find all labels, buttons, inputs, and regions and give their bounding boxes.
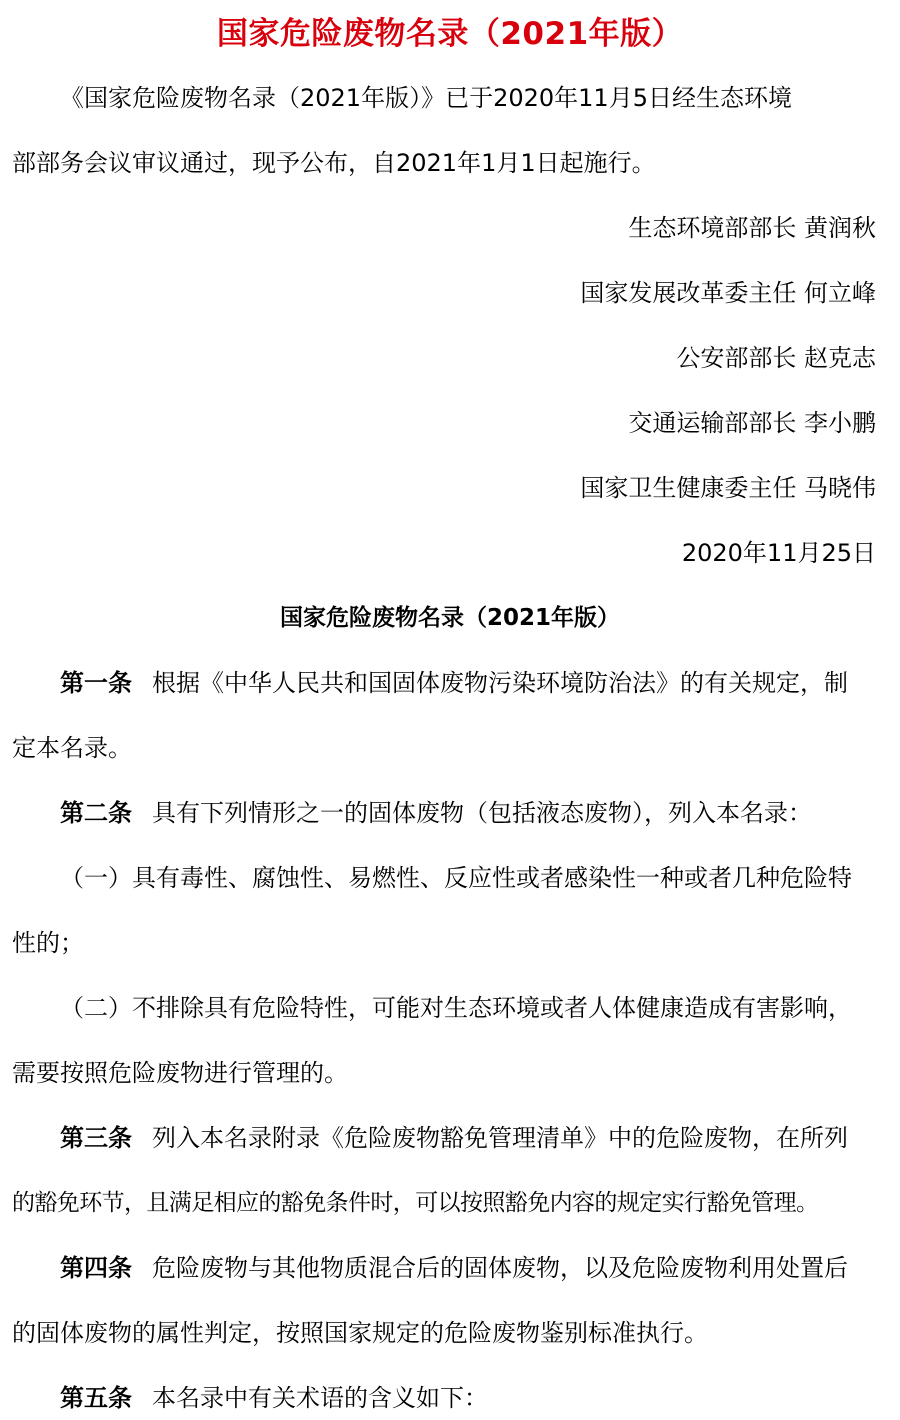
section-subtitle: 国家危险废物名录（2021年版）: [279, 605, 620, 631]
item-1-line-2: 性的；: [12, 929, 84, 957]
article-1-line-1: [60, 663, 876, 703]
article-4-label: 第四条: [60, 1254, 132, 1282]
preamble-line-1: 《国家危险废物名录（2021年版）》已于2020年11月5日经生态环境: [60, 84, 792, 112]
article-3-label: 第三条: [60, 1124, 132, 1152]
issue-date: 2020年11月25日: [681, 539, 876, 567]
article-4-text: 危险废物与其他物质混合后的固体废物，以及危险废物利用处置后: [152, 1254, 848, 1282]
item-2-line-2: 需要按照危险废物进行管理的。: [12, 1059, 348, 1087]
article-4-line-2: 的固体废物的属性判定，按照国家规定的危险废物鉴别标准执行。: [12, 1319, 708, 1347]
signatory-1: 生态环境部部长 黄润秋: [628, 214, 876, 242]
signatory-2: 国家发展改革委主任 何立峰: [580, 279, 876, 307]
article-1-text: 根据《中华人民共和国固体废物污染环境防治法》的有关规定，制: [152, 669, 848, 697]
article-1-line-2: 定本名录。: [12, 734, 132, 762]
article-5-line-1: [60, 1378, 876, 1418]
article-1-label: 第一条: [60, 669, 132, 697]
article-2-text: 具有下列情形之一的固体废物（包括液态废物），列入本名录：: [152, 799, 812, 827]
article-2-line-1: [60, 793, 876, 833]
article-3-text: 列入本名录附录《危险废物豁免管理清单》中的危险废物，在所列: [152, 1124, 848, 1152]
document-title: 国家危险废物名录（2021年版）: [216, 16, 684, 52]
preamble-line-2: 部部务会议审议通过，现予公布，自2021年1月1日起施行。: [12, 149, 656, 177]
article-4-line-1: [60, 1248, 876, 1288]
signatory-4: 交通运输部部长 李小鹏: [628, 409, 876, 437]
article-5-label: 第五条: [60, 1384, 132, 1412]
article-5-text: 本名录中有关术语的含义如下：: [152, 1384, 488, 1412]
item-1-line-1: （一）具有毒性、腐蚀性、易燃性、反应性或者感染性一种或者几种危险特: [60, 864, 852, 892]
item-2-line-1: （二）不排除具有危险特性，可能对生态环境或者人体健康造成有害影响，: [60, 994, 852, 1022]
article-3-line-1: [60, 1118, 876, 1158]
article-2-label: 第二条: [60, 799, 132, 827]
signatory-3: 公安部部长 赵克志: [676, 344, 876, 372]
article-3-line-2: 的豁免环节，且满足相应的豁免条件时，可以按照豁免内容的规定实行豁免管理。: [12, 1190, 819, 1216]
signatory-5: 国家卫生健康委主任 马晓伟: [580, 474, 876, 502]
